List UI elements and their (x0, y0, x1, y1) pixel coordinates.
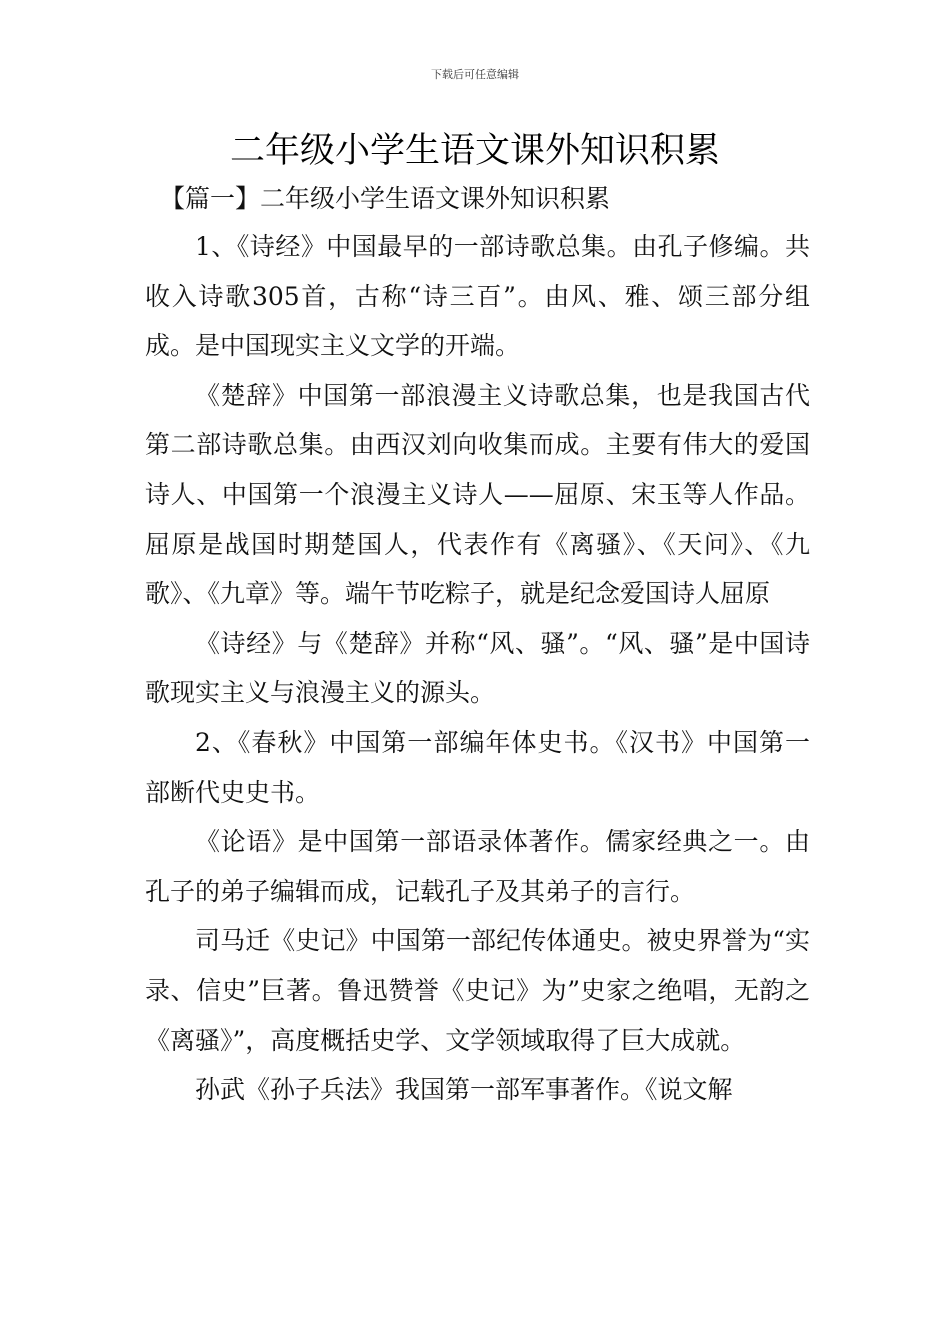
paragraph-lunyu: 《论语》是中国第一部语录体著作。儒家经典之一。由孔子的弟子编辑而成，记载孔子及其弟子的言行。 (145, 827, 810, 906)
document-body (145, 222, 810, 1115)
paragraph-chuci: 《楚辞》中国第一部浪漫主义诗歌总集，也是我国古代第二部诗歌总集。由西汉刘向收集而成。主要有伟大的爱国诗人、中国第一个浪漫主义诗人——屈原、宋玉等人作品。屈原是战国时期楚国人，代表作有《离骚》、《天问》、《九歌》、《九章》等。端午节吃粽子，就是纪念爱国诗人屈原 (145, 380, 810, 609)
paragraph-shiji: 司马迁《史记》中国第一部纪传体通史。被史界誉为“实录、信史”巨著。鲁迅赞誉《史记》为”史家之绝唱，无韵之《离骚》”，高度概括史学、文学领域取得了巨大成就。 (145, 926, 810, 1055)
paragraph-shijing: 1、《诗经》中国最早的一部诗歌总集。由孔子修编。共收入诗歌305首，古称“诗三百”。由风、雅、颂三部分组成。是中国现实主义文学的开端。 (145, 232, 810, 361)
paragraph-chunqiu: 2、《春秋》中国第一部编年体史书。《汉书》中国第一部断代史史书。 (145, 727, 810, 807)
paragraph-sunzi: 孙武《孙子兵法》我国第一部军事著作。《说文解 (195, 1075, 733, 1105)
paragraph-feng-sao: 《诗经》与《楚辞》并称“风、骚”。“风、骚”是中国诗歌现实主义与浪漫主义的源头。 (145, 628, 810, 708)
header-note: 下载后可任意编辑 (431, 68, 519, 81)
document-title: 二年级小学生语文课外知识积累 (229, 131, 720, 171)
section-heading: 【篇一】二年级小学生语文课外知识积累 (160, 184, 611, 213)
